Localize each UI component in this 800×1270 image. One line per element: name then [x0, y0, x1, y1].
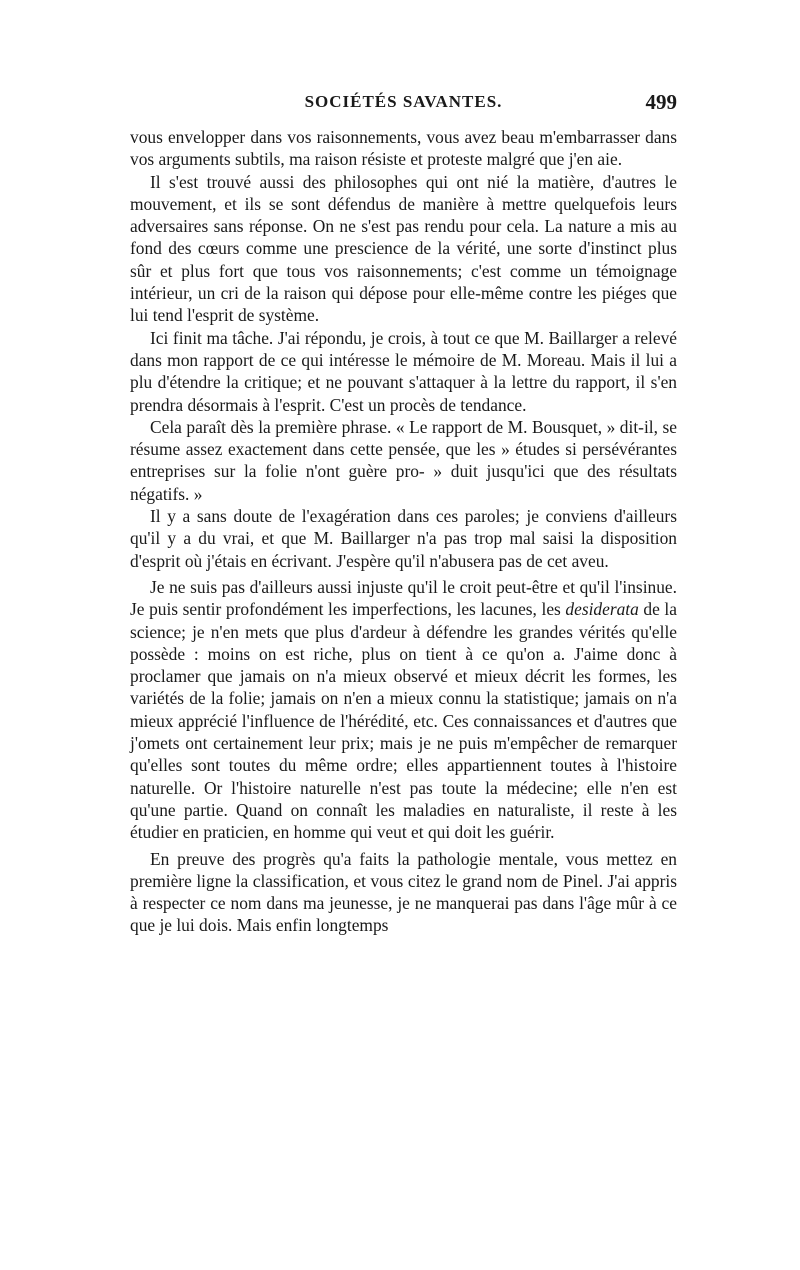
- paragraph-text-start: Je ne suis pas d'ailleurs aussi injuste qu'il le croit peut-être et qu'il l'insinue. Je puis sentir profondément les imperfections, les lacunes, les: [130, 576, 677, 620]
- page-header: [130, 92, 677, 118]
- paragraph-text-end: de la science; je n'en mets que plus d'ardeur à défendre les grandes vérités qu'elle possède : moins on est riche, plus on tient à ce qu'on a. J'aime donc à proclamer que jamais on n'a mieux observé et mieux décrit les formes, les variétés de la folie; jamais on n'en a mieux connu la statistique; jamais on n'a mieux apprécié l'influence de l'hérédité, etc. Ces connaissances et d'autres que j'omets ont certainement leur prix; mais je ne puis m'empêcher de remarquer qu'elles sont toutes du même ordre; elles appartiennent toutes à l'histoire naturelle. Or l'histoire naturelle n'est pas toute la médecine; elle n'en est qu'une partie. Quand on connaît les maladies en naturaliste, il reste à les étudier en praticien, en homme qui veut et qui doit les guérir.: [130, 599, 677, 843]
- italic-term-desiderata: desiderata: [565, 599, 639, 620]
- paragraph-exaggeration: Il y a sans doute de l'exagération dans ces paroles; je conviens d'ailleurs qu'il y a du vrai, et que M. Baillarger n'a pas trop mal saisi la disposition d'esprit où j'étais en écrivant. J'espère qu'il n'abusera pas de cet aveu.: [130, 506, 677, 571]
- page-number: 499: [645, 90, 677, 114]
- paragraph-philosophers: Il s'est trouvé aussi des philosophes qui ont nié la matière, d'autres le mouvement, et ils se sont défendus de manière à mettre quelquefois leurs adversaires sans réponse. On ne s'est pas rendu pour cela. La nature a mis au fond des cœurs comme une prescience de la vérité, une sorte d'instinct plus sûr et plus fort que tous vos raisonnements; c'est comme un témoignage intérieur, un cri de la raison qui dépose pour elle-même contre les piéges que lui tend l'esprit de système.: [130, 171, 677, 326]
- paragraph-continuation: vous envelopper dans vos raisonnements, vous avez beau m'embarrasser dans vos arguments subtils, ma raison résiste et proteste malgré que j'en aie.: [130, 127, 677, 170]
- paragraph-task-ends: Ici finit ma tâche. J'ai répondu, je crois, à tout ce que M. Baillarger a relevé dans mon rapport de ce qui intéresse le mémoire de M. Moreau. Mais il lui a plu d'étendre la critique; et ne pouvant s'attaquer à la lettre du rapport, il s'en prendra désormais à l'esprit. C'est un procès de tendance.: [130, 327, 677, 415]
- paragraph-science-lacunes: [130, 576, 677, 844]
- paragraph-pinel: En preuve des progrès qu'a faits la pathologie mentale, vous mettez en première ligne la classification, et vous citez le grand nom de Pinel. J'ai appris à respecter ce nom dans ma jeunesse, je ne manquerai pas dans l'âge mûr à ce que je lui dois. Mais enfin longtemps: [130, 848, 677, 936]
- running-title: SOCIÉTÉS SAVANTES.: [304, 92, 503, 111]
- body-text: [130, 126, 677, 937]
- paragraph-first-phrase-quote: Cela paraît dès la première phrase. « Le rapport de M. Bousquet, » dit-il, se résume assez exactement dans cette pensée, que les » études si persévérantes entreprises sur la folie n'ont guère pro- » duit jusqu'ici que des résultats négatifs. »: [130, 416, 677, 504]
